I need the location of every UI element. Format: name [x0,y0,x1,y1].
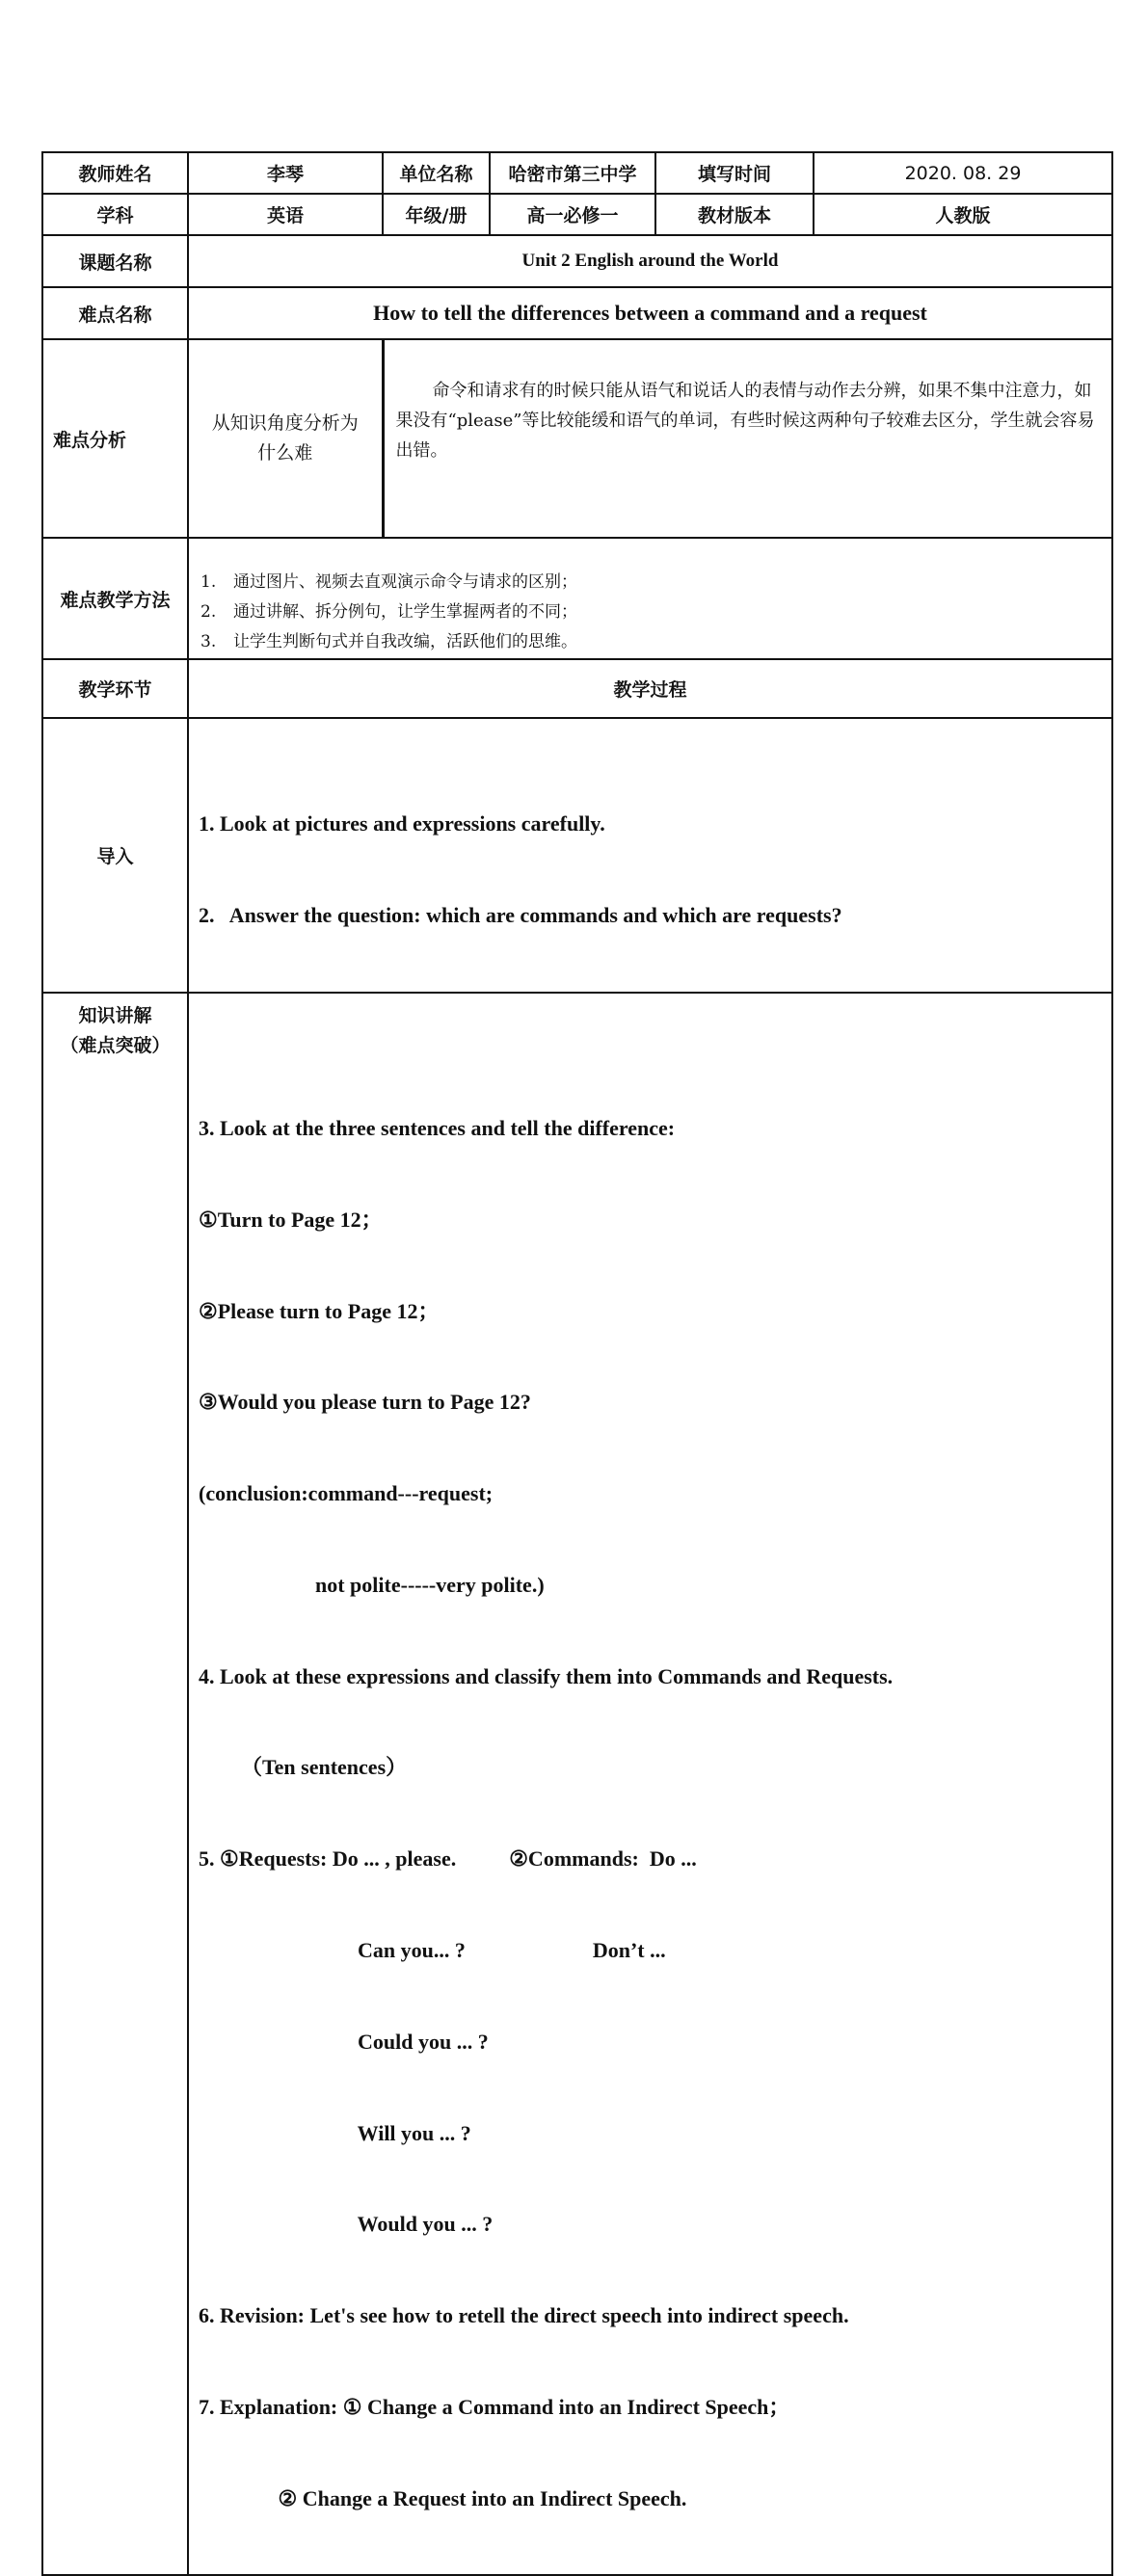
knowledge-lines [189,994,1111,2575]
knowledge-line: 6. Revision: Let's see how to retell the direct speech into indirect speech. [199,2303,849,2328]
method-label: 难点教学方法 [42,538,188,659]
grade-label: 年级/册 [383,194,490,235]
method-cell [188,538,1112,659]
difficulty-value: How to tell the differences between a command and a request [188,287,1112,339]
difficulty-label: 难点名称 [42,287,188,339]
subject: 英语 [188,194,383,235]
knowledge-label-line-2: （难点突破） [60,1034,171,1056]
knowledge-label-line-1: 知识讲解 [78,1004,152,1026]
subject-label: 学科 [42,194,188,235]
knowledge-line: Can you... ? Don’t ... [199,1937,666,1962]
unit-name: 哈密市第三中学 [490,152,655,194]
knowledge-label [42,993,188,2576]
knowledge-row [42,993,1112,2576]
edition: 人教版 [814,194,1112,235]
header-row-2 [42,194,1112,235]
method-list [189,539,1111,657]
method-item: 3. 让学生判断句式并自我改编，活跃他们的思维。 [200,632,577,651]
analysis-sub-label [188,339,383,538]
knowledge-line: ② Change a Request into an Indirect Speech. [199,2485,687,2510]
teacher-name: 李琴 [188,152,383,194]
method-row [42,538,1112,659]
analysis-text-cell [383,339,1112,538]
knowledge-cell [188,993,1112,2576]
difficulty-row [42,287,1112,339]
knowledge-line: （Ten sentences） [199,1755,408,1780]
lesson-table [41,151,1113,2576]
topic-value: Unit 2 English around the World [188,235,1112,287]
knowledge-line: 7. Explanation: ① Change a Command into an Indirect Speech； [199,2394,790,2419]
topic-row [42,235,1112,287]
analysis-row [42,339,1112,538]
lesson-sheet [41,151,1111,2576]
process-stage-label: 教学环节 [42,659,188,718]
process-header-row [42,659,1112,718]
topic-label: 课题名称 [42,235,188,287]
analysis-label: 难点分析 [42,339,188,538]
header-row-1 [42,152,1112,194]
analysis-sub-label-line-2: 什么难 [257,442,313,464]
analysis-sub-label-line-1: 从知识角度分析为 [211,412,359,434]
method-item: 2. 通过讲解、拆分例句，让学生掌握两者的不同； [200,602,577,622]
knowledge-line: Will you ... ? [199,2120,471,2145]
unit-label: 单位名称 [383,152,490,194]
knowledge-line: ③Would you please turn to Page 12? [199,1390,531,1415]
edition-label: 教材版本 [655,194,814,235]
knowledge-line: 5. ①Requests: Do ... , please. ②Commands: Do ... [199,1846,697,1872]
knowledge-line: Could you ... ? [199,2029,489,2054]
method-item: 1. 通过图片、视频去直观演示命令与请求的区别； [200,572,577,592]
process-title: 教学过程 [188,659,1112,718]
knowledge-line: 4. Look at these expressions and classify them into Commands and Requests. [199,1663,894,1688]
analysis-text: 命令和请求有的时候只能从语气和说话人的表情与动作去分辨，如果不集中注意力，如果没有“please”等比较能缓和语气的单词，有些时候这两种句子较难去区分，学生就会容易出错。 [395,380,1095,461]
knowledge-line: (conclusion:command---request; [199,1481,494,1506]
knowledge-line: 3. Look at the three sentences and tell the difference: [199,1115,676,1140]
teacher-name-label: 教师姓名 [42,152,188,194]
intro-cell [188,718,1112,993]
intro-row [42,718,1112,993]
knowledge-line: ①Turn to Page 12； [199,1207,383,1232]
date-label: 填写时间 [655,152,814,194]
fill-date: 2020. 08. 29 [814,152,1112,194]
grade: 高一必修一 [490,194,655,235]
knowledge-line: ②Please turn to Page 12； [199,1298,440,1323]
intro-lines [189,719,1111,992]
intro-line: 2. Answer the question: which are commands and which are requests? [199,902,842,927]
intro-label: 导入 [42,718,188,993]
intro-line: 1. Look at pictures and expressions carefully. [199,811,605,837]
knowledge-line: Would you ... ? [199,2212,494,2237]
knowledge-line: not polite-----very polite.) [199,1572,545,1597]
